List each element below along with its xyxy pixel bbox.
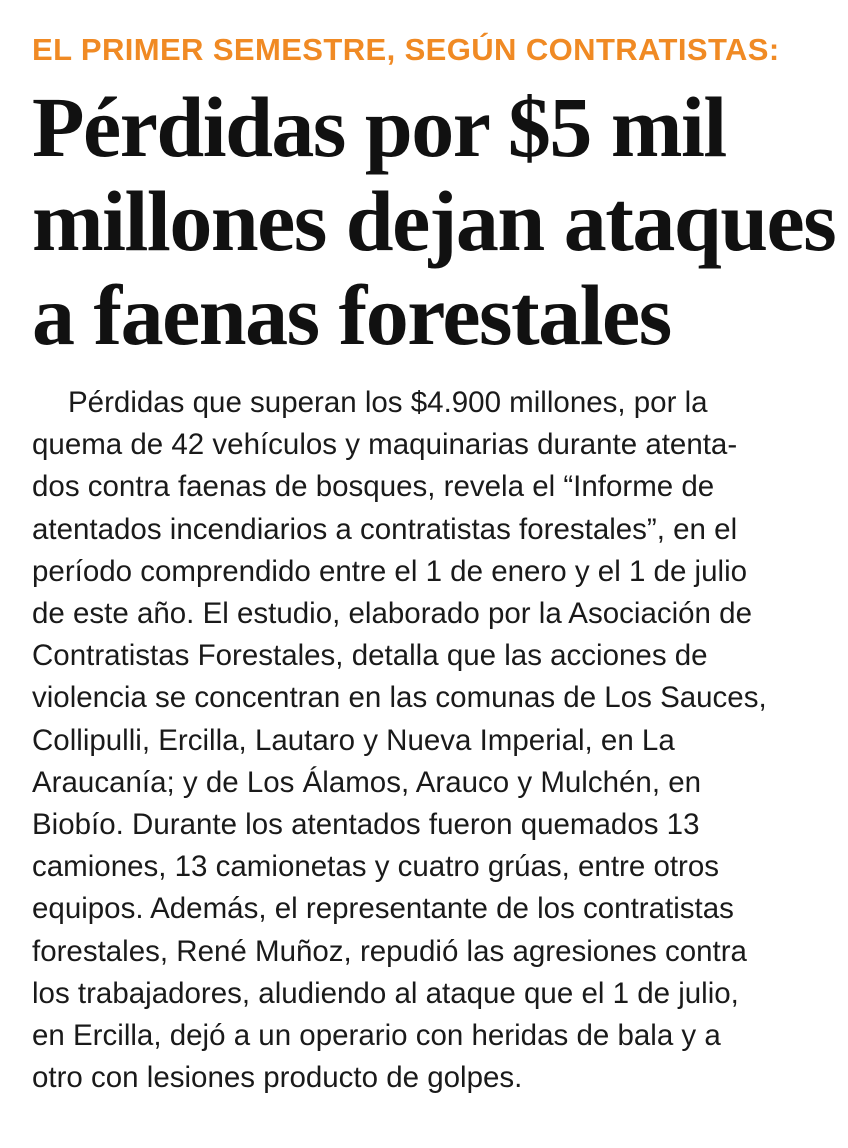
body-line: dos contra faenas de bosques, revela el “Informe de [32, 470, 715, 504]
headline-line: a faenas forestales [32, 267, 671, 363]
body-line: Pérdidas que superan los $4.900 millones, por la [68, 386, 708, 419]
body-line: quema de 42 vehículos y maquinarias durante atenta- [32, 428, 738, 462]
news-article [32, 30, 836, 1099]
body-line: otro con lesiones producto de golpes. [32, 1061, 523, 1095]
body-line: Collipulli, Ercilla, Lautaro y Nueva Imperial, en La [32, 723, 675, 757]
body-line: Contratistas Forestales, detalla que las acciones de [32, 639, 708, 673]
headline-line: millones dejan ataques [32, 173, 836, 269]
body-line: Biobío. Durante los atentados fueron quemados 13 [32, 808, 700, 842]
body-line: violencia se concentran en las comunas de Los Sauces, [32, 681, 767, 715]
article-body [32, 382, 822, 1099]
body-line: los trabajadores, aludiendo al ataque que el 1 de julio, [32, 976, 739, 1010]
body-line: en Ercilla, dejó a un operario con heridas de bala y a [32, 1019, 721, 1053]
headline [32, 79, 836, 363]
body-line: de este año. El estudio, elaborado por la Asociación de [32, 597, 752, 631]
body-line: período comprendido entre el 1 de enero y el 1 de julio [32, 554, 748, 588]
body-line: equipos. Además, el representante de los contratistas [32, 892, 734, 926]
headline-line: Pérdidas por $5 mil [32, 79, 726, 175]
kicker: EL PRIMER SEMESTRE, SEGÚN CONTRATISTAS: [32, 32, 780, 67]
body-line: atentados incendiarios a contratistas forestales”, en el [32, 512, 738, 546]
body-line: camiones, 13 camionetas y cuatro grúas, entre otros [32, 850, 720, 884]
body-line: Araucanía; y de Los Álamos, Arauco y Mulchén, en [32, 765, 702, 799]
body-line: forestales, René Muñoz, repudió las agresiones contra [32, 934, 747, 968]
